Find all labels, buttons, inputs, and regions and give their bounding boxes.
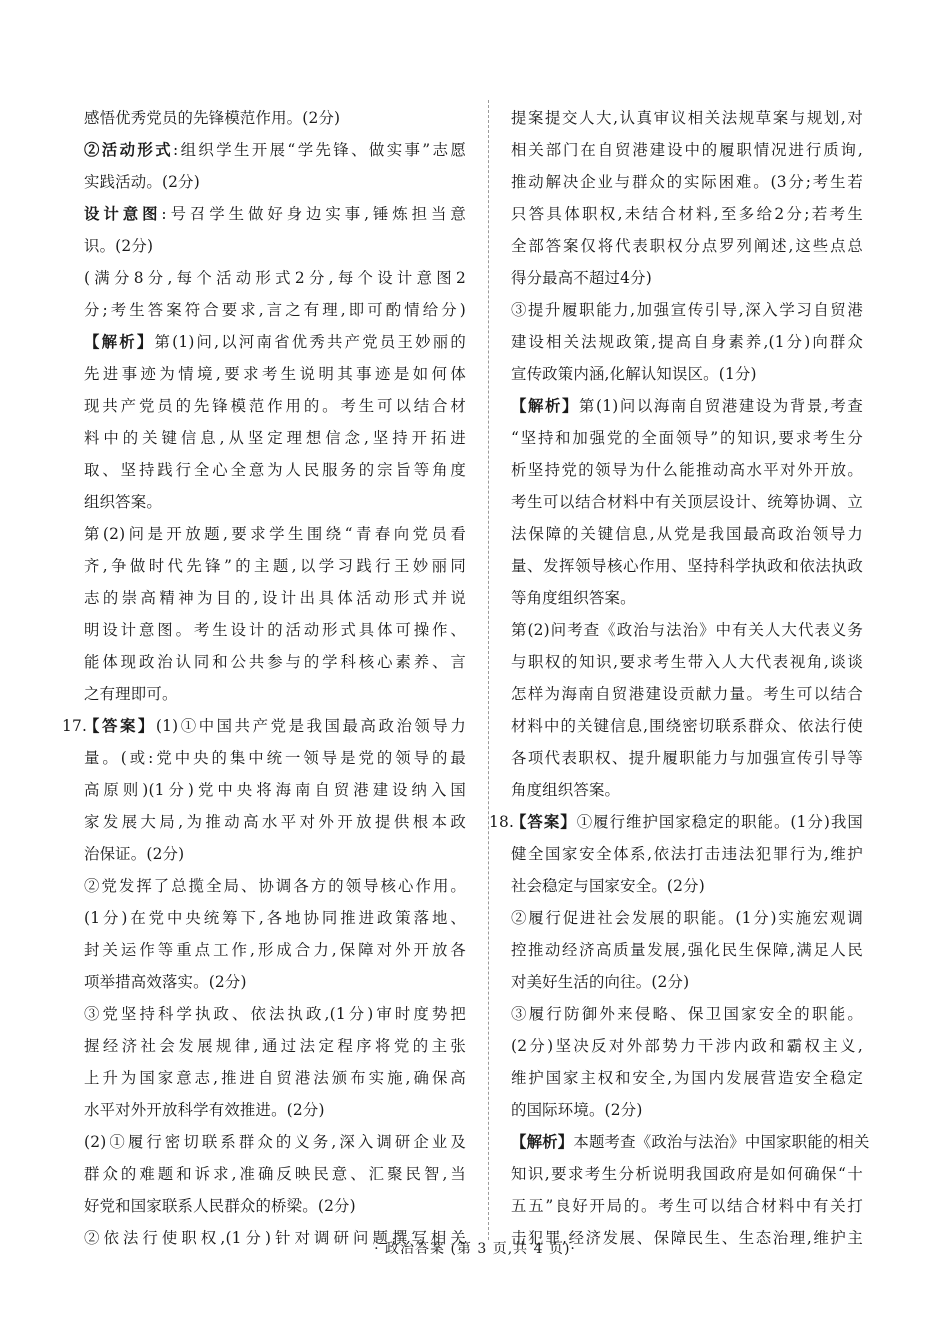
text-line: 组织答案。 <box>84 493 162 511</box>
text-line: 法保障的关键信息,从党是我国最高政治领导力 <box>511 525 863 543</box>
text-line: 感悟优秀党员的先锋模范作用。(2分) <box>84 109 341 127</box>
text-line: 对美好生活的向往。(2分) <box>511 973 690 991</box>
text-line: 只答具体职权,未结合材料,至多给2分;若考生 <box>511 205 863 223</box>
text-line: ②履行促进社会发展的职能。(1分)实施宏观调 <box>511 909 863 927</box>
text-line: 水平对外开放科学有效推进。(2分) <box>84 1101 325 1119</box>
text-line: 宣传政策内涵,化解认知误区。(1分) <box>511 365 757 383</box>
question-number: 18. <box>489 813 515 831</box>
text-line: (1分)在党中央统筹下,各地协同推进政策落地、 <box>84 909 466 927</box>
text-line: 之有理即可。 <box>84 685 178 703</box>
text-line: 先进事迹为情境,要求考生说明其事迹是如何体 <box>84 365 466 383</box>
text-line: “坚持和加强党的全面领导”的知识,要求考生分 <box>511 429 863 447</box>
text-line: 量、发挥领导核心作用、坚持科学执政和依法执政 <box>511 557 863 575</box>
bold-label: ②活动形式 <box>84 141 174 159</box>
text-line: ②党发挥了总揽全局、协调各方的领导核心作用。 <box>84 877 466 895</box>
text-line: ③提升履职能力,加强宣传引导,深入学习自贸港 <box>511 301 863 319</box>
text-line: ③党坚持科学执政、依法执政,(1分)审时度势把 <box>84 1005 466 1023</box>
text-line: 材料中的关键信息,围绕密切联系群众、依法行使 <box>511 717 863 735</box>
text-line: 【解析】第(1)问以海南自贸港建设为背景,考查 <box>511 397 863 415</box>
bold-label: 【答案】 <box>84 717 156 735</box>
text-line: 相关部门在自贸港建设中的履职情况进行质询, <box>511 141 863 159</box>
text-line: 等角度组织答案。 <box>511 589 636 607</box>
text-line: 各项代表职权、提升履职能力与加强宣传引导等 <box>511 749 863 767</box>
text-line: 封关运作等重点工作,形成合力,保障对外开放各 <box>84 941 466 959</box>
text-line: 18. 【答案】①履行维护国家稳定的职能。(1分)我国 <box>511 806 863 838</box>
text-line: (满分8分,每个活动形式2分,每个设计意图2 <box>84 269 466 287</box>
text-line: 治保证。(2分) <box>84 845 185 863</box>
text-line: ③履行防御外来侵略、保卫国家安全的职能。 <box>511 1005 863 1023</box>
text-line: 第(2)问考查《政治与法治》中有关人大代表义务 <box>511 621 863 639</box>
column-divider <box>488 100 489 1240</box>
text-line: 【解析】第(1)问,以河南省优秀共产党员王妙丽的 <box>84 333 466 351</box>
text-line: 高原则)(1分)党中央将海南自贸港建设纳入国 <box>84 781 466 799</box>
text-line: 知识,要求考生分析说明我国政府是如何确保“十 <box>511 1165 863 1183</box>
text-line: 角度组织答案。 <box>511 781 621 799</box>
text-line: 建设相关法规政策,提高自身素养,(1分)向群众 <box>511 333 863 351</box>
text-line: 考生可以结合材料中有关顶层设计、统筹协调、立 <box>511 493 863 511</box>
text-line: 提案提交人大,认真审议相关法规草案与规划,对 <box>511 109 863 127</box>
text-line: 家发展大局,为推动高水平对外开放提供根本政 <box>84 813 466 831</box>
bold-label: 【解析】 <box>511 397 580 415</box>
text-line: 料中的关键信息,从坚定理想信念,坚持开拓进 <box>84 429 466 447</box>
text-line: 17. 【答案】(1)①中国共产党是我国最高政治领导力 <box>84 710 466 742</box>
text-line: 设计意图:号召学生做好身边实事,锤炼担当意 <box>84 205 466 223</box>
question-number: 17. <box>62 717 88 735</box>
text-line: 实践活动。(2分) <box>84 173 200 191</box>
text-line: 【解析】本题考查《政治与法治》中国家职能的相关 <box>511 1133 870 1151</box>
text-line: 上升为国家意志,推进自贸港法颁布实施,确保高 <box>84 1069 466 1087</box>
text-line: 分;考生答案符合要求,言之有理,即可酌情给分) <box>84 301 466 319</box>
text-line: 五五”良好开局的。考生可以结合材料中有关打 <box>511 1197 863 1215</box>
text-line: ②活动形式:组织学生开展“学先锋、做实事”志愿 <box>84 141 466 159</box>
text-line: 与职权的知识,要求考生带入人大代表视角,谈谈 <box>511 653 863 671</box>
page-footer: · 政治答案 (第 3 页,共 4 页)· <box>374 1241 576 1257</box>
right-column <box>489 102 870 1254</box>
text-line: 志的崇高精神为目的,设计出具体活动形式并说 <box>84 589 466 607</box>
bold-label: 设计意图 <box>84 205 162 223</box>
text-line: 项举措高效落实。(2分) <box>84 973 247 991</box>
text-line: 量。(或:党中央的集中统一领导是党的领导的最 <box>84 749 466 767</box>
text-line: 维护国家主权和安全,为国内发展营造安全稳定 <box>511 1069 863 1087</box>
text-line: 好党和国家联系人民群众的桥梁。(2分) <box>84 1197 356 1215</box>
text-line: 析坚持党的领导为什么能推动高水平对外开放。 <box>511 461 863 479</box>
text-line: (2)①履行密切联系群众的义务,深入调研企业及 <box>84 1133 466 1151</box>
bold-label: 【解析】 <box>84 333 155 351</box>
text-line: 控推动经济高质量发展,强化民生保障,满足人民 <box>511 941 863 959</box>
text-line: (2分)坚决反对外部势力干涉内政和霸权主义, <box>511 1037 863 1055</box>
text-line: ②依法行使职权,(1分)针对调研问题撰写相关 <box>84 1229 466 1247</box>
text-line: 现共产党员的先锋模范作用的。考生可以结合材 <box>84 397 466 415</box>
left-column <box>62 102 466 1254</box>
text-line: 全部答案仅将代表职权分点罗列阐述,这些点总 <box>511 237 863 255</box>
text-line: 明设计意图。考生设计的活动形式具体可操作、 <box>84 621 466 639</box>
text-line: 群众的难题和诉求,准确反映民意、汇聚民智,当 <box>84 1165 466 1183</box>
text-line: 取、坚持践行全心全意为人民服务的宗旨等角度 <box>84 461 466 479</box>
text-line: 社会稳定与国家安全。(2分) <box>511 877 705 895</box>
text-line: 推动解决企业与群众的实际困难。(3分;考生若 <box>511 173 863 191</box>
text-line: 握经济社会发展规律,通过法定程序将党的主张 <box>84 1037 466 1055</box>
text-line: 怎样为海南自贸港建设贡献力量。考生可以结合 <box>511 685 863 703</box>
text-line: 健全国家安全体系,依法打击违法犯罪行为,维护 <box>511 845 863 863</box>
text-line: 能体现政治认同和公共参与的学科核心素养、言 <box>84 653 466 671</box>
bold-label: 【答案】 <box>511 813 577 831</box>
text-line: 齐,争做时代先锋”的主题,以学习践行王妙丽同 <box>84 557 466 575</box>
text-line: 的国际环境。(2分) <box>511 1101 643 1119</box>
text-line: 识。(2分) <box>84 237 154 255</box>
text-line: 得分最高不超过4分) <box>511 269 652 287</box>
text-line: 第(2)问是开放题,要求学生围绕“青春向党员看 <box>84 525 466 543</box>
bold-label: 【解析】 <box>511 1133 574 1151</box>
text-line: 击犯罪,经济发展、保障民生、生态治理,维护主 <box>511 1229 863 1247</box>
